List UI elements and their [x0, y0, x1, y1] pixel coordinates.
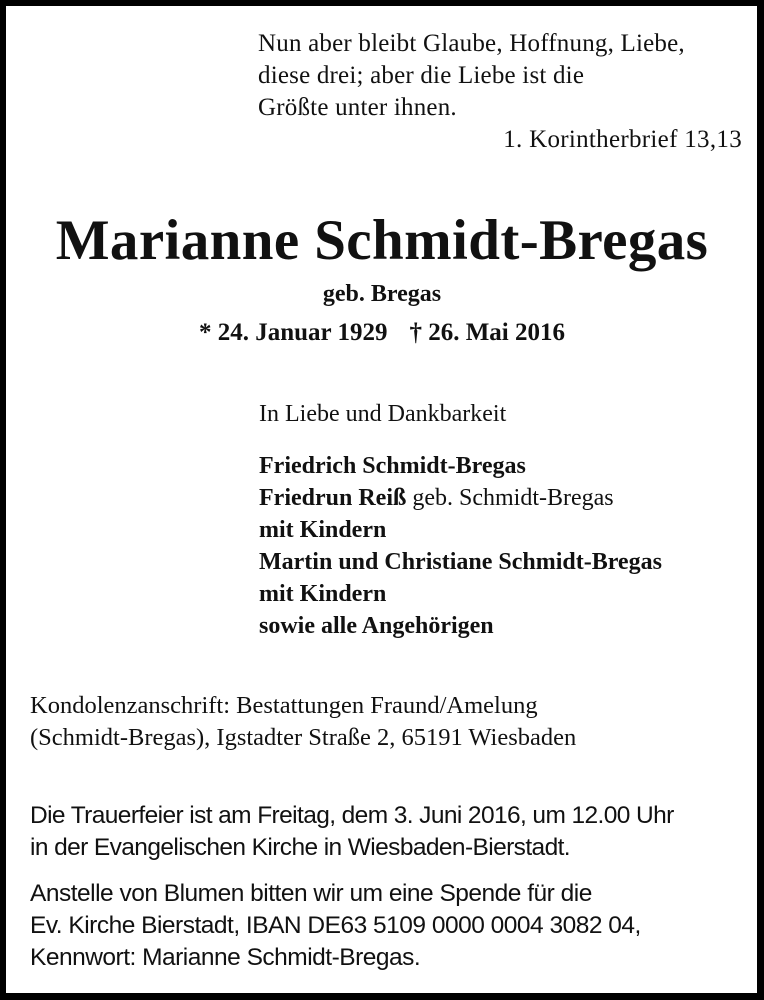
verse-line: Nun aber bleibt Glaube, Hoffnung, Liebe, [258, 30, 685, 57]
condolence-line: Kondolenzanschrift: Bestattungen Fraund/Amelung [30, 692, 538, 719]
mourners-intro: In Liebe und Dankbarkeit [259, 401, 507, 427]
donation-info [30, 878, 641, 974]
birth-date: * 24. Januar 1929 [199, 319, 388, 346]
mourner-line: Friedrun Reiß geb. Schmidt-Bregas [259, 485, 614, 511]
maiden-name: geb. Bregas [322, 281, 442, 307]
ceremony-line: Die Trauerfeier ist am Freitag, dem 3. Juni 2016, um 12.00 Uhr [30, 802, 674, 829]
verse-line: diese drei; aber die Liebe ist die [258, 62, 585, 89]
ceremony-line: in der Evangelischen Kirche in Wiesbaden-Bierstadt. [30, 834, 571, 861]
mourner-line: mit Kindern [259, 517, 387, 543]
deceased-name: Marianne Schmidt-Bregas [55, 209, 709, 272]
mourner-line: Friedrich Schmidt-Bregas [259, 453, 526, 479]
death-date: † 26. Mai 2016 [409, 319, 565, 346]
donation-line: Kennwort: Marianne Schmidt-Bregas. [30, 944, 421, 971]
mourner-line: Martin und Christiane Schmidt-Bregas [259, 549, 662, 575]
verse-line: Größte unter ihnen. [258, 94, 457, 121]
donation-line: Ev. Kirche Bierstadt, IBAN DE63 5109 0000 0004 3082 04, [30, 912, 641, 939]
bible-verse [258, 28, 685, 124]
mourner-line: sowie alle Angehörigen [259, 613, 494, 639]
life-dates [0, 316, 764, 350]
mourners-list [259, 450, 662, 642]
condolence-address [30, 690, 576, 754]
funeral-ceremony-info [30, 800, 674, 864]
condolence-line: (Schmidt-Bregas), Igstadter Straße 2, 65191 Wiesbaden [30, 724, 577, 751]
donation-line: Anstelle von Blumen bitten wir um eine Spende für die [30, 880, 592, 907]
mourner-line: mit Kindern [259, 581, 387, 607]
verse-reference: 1. Korintherbrief 13,13 [503, 126, 742, 153]
